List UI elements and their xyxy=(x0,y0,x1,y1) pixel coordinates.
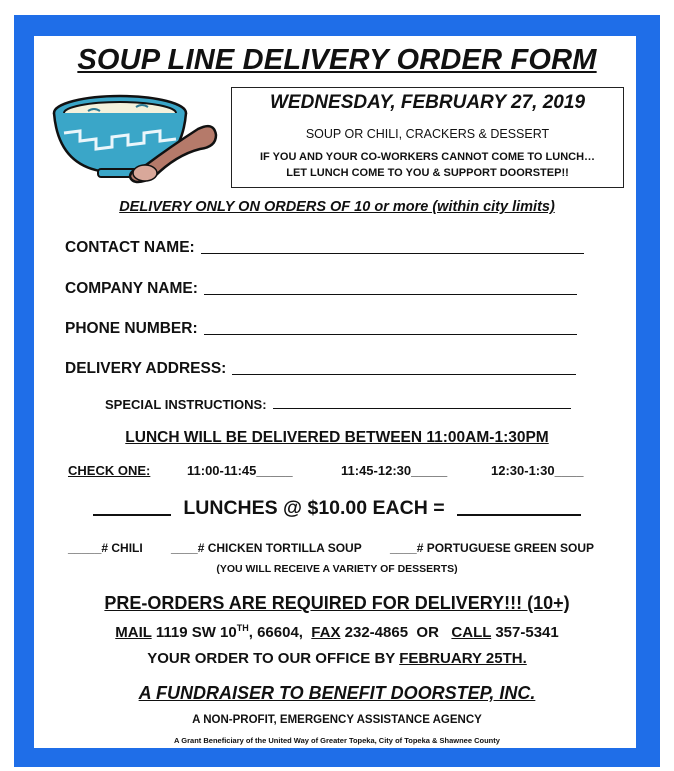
special-instructions-line[interactable] xyxy=(273,408,571,409)
deadline-date: FEBRUARY 25TH. xyxy=(399,650,527,667)
price-row xyxy=(0,497,674,520)
promo-line-2: LET LUNCH COME TO YOU & SUPPORT DOORSTEP!! xyxy=(286,167,569,179)
portuguese-green-count[interactable]: ____# PORTUGUESE GREEN SOUP xyxy=(390,541,595,555)
form-title: SOUP LINE DELIVERY ORDER FORM xyxy=(77,44,597,76)
phone-number-line[interactable] xyxy=(204,334,577,335)
mail-zip: , 66604, xyxy=(248,624,303,641)
event-date: WEDNESDAY, FEBRUARY 27, 2019 xyxy=(269,92,586,113)
event-info-box xyxy=(231,87,624,188)
preorder-notice: PRE-ORDERS ARE REQUIRED FOR DELIVERY!!! (10+) xyxy=(104,593,570,613)
fax-label: FAX xyxy=(311,624,341,641)
company-name-line[interactable] xyxy=(204,294,577,295)
call-number: 357-5341 xyxy=(495,624,559,641)
delivery-address-line[interactable] xyxy=(232,374,576,375)
mail-address-suffix: TH xyxy=(236,623,249,633)
menu-description: SOUP OR CHILI, CRACKERS & DESSERT xyxy=(305,127,550,141)
contact-name-line[interactable] xyxy=(201,253,584,254)
time-slot-3[interactable]: 12:30-1:30____ xyxy=(491,463,584,478)
delivery-address-field[interactable] xyxy=(65,360,576,378)
fundraiser-heading: A FUNDRAISER TO BENEFIT DOORSTEP, INC. xyxy=(138,683,536,703)
special-instructions-field[interactable] xyxy=(105,397,571,412)
company-name-field[interactable] xyxy=(65,280,577,298)
chili-count[interactable]: _____# CHILI xyxy=(68,541,143,555)
mail-label: MAIL xyxy=(115,624,152,641)
lunch-quantity-line[interactable] xyxy=(93,514,171,516)
or-text: OR xyxy=(416,624,439,641)
mail-address: 1119 SW 10 xyxy=(155,624,237,641)
fax-number: 232-4865 xyxy=(344,624,409,641)
phone-number-field[interactable] xyxy=(65,320,577,338)
call-label: CALL xyxy=(451,624,492,641)
company-name-label: COMPANY NAME: xyxy=(65,280,198,297)
deadline-text: YOUR ORDER TO OUR OFFICE BY xyxy=(147,650,396,667)
contact-name-field[interactable] xyxy=(65,239,584,257)
delivery-window-heading: LUNCH WILL BE DELIVERED BETWEEN 11:00AM-1:30PM xyxy=(125,429,549,446)
chicken-tortilla-count[interactable]: ____# CHICKEN TORTILLA SOUP xyxy=(171,541,362,555)
check-one-label: CHECK ONE: xyxy=(68,463,151,478)
nonprofit-description: A NON-PROFIT, EMERGENCY ASSISTANCE AGENCY xyxy=(192,714,482,726)
order-deadline xyxy=(0,650,674,667)
delivery-address-label: DELIVERY ADDRESS: xyxy=(65,360,227,377)
contact-name-label: CONTACT NAME: xyxy=(65,239,195,256)
price-text: LUNCHES @ $10.00 EACH = xyxy=(183,497,445,519)
promo-line-1: IF YOU AND YOUR CO-WORKERS CANNOT COME TO LUNCH… xyxy=(259,151,596,163)
special-instructions-label: SPECIAL INSTRUCTIONS: xyxy=(105,397,267,412)
phone-number-label: PHONE NUMBER: xyxy=(65,320,198,337)
soup-bowl-icon xyxy=(50,93,220,189)
delivery-minimum-note: DELIVERY ONLY ON ORDERS OF 10 or more (within city limits) xyxy=(119,199,555,215)
dessert-note: (YOU WILL RECEIVE A VARIETY OF DESSERTS) xyxy=(216,563,458,575)
time-slot-1[interactable]: 11:00-11:45_____ xyxy=(187,463,293,478)
time-slot-2[interactable]: 11:45-12:30_____ xyxy=(341,463,448,478)
total-amount-line[interactable] xyxy=(457,514,581,516)
grant-beneficiary-note: A Grant Beneficiary of the United Way of Greater Topeka, City of Topeka & Shawnee County xyxy=(174,736,500,745)
order-methods xyxy=(0,623,674,641)
